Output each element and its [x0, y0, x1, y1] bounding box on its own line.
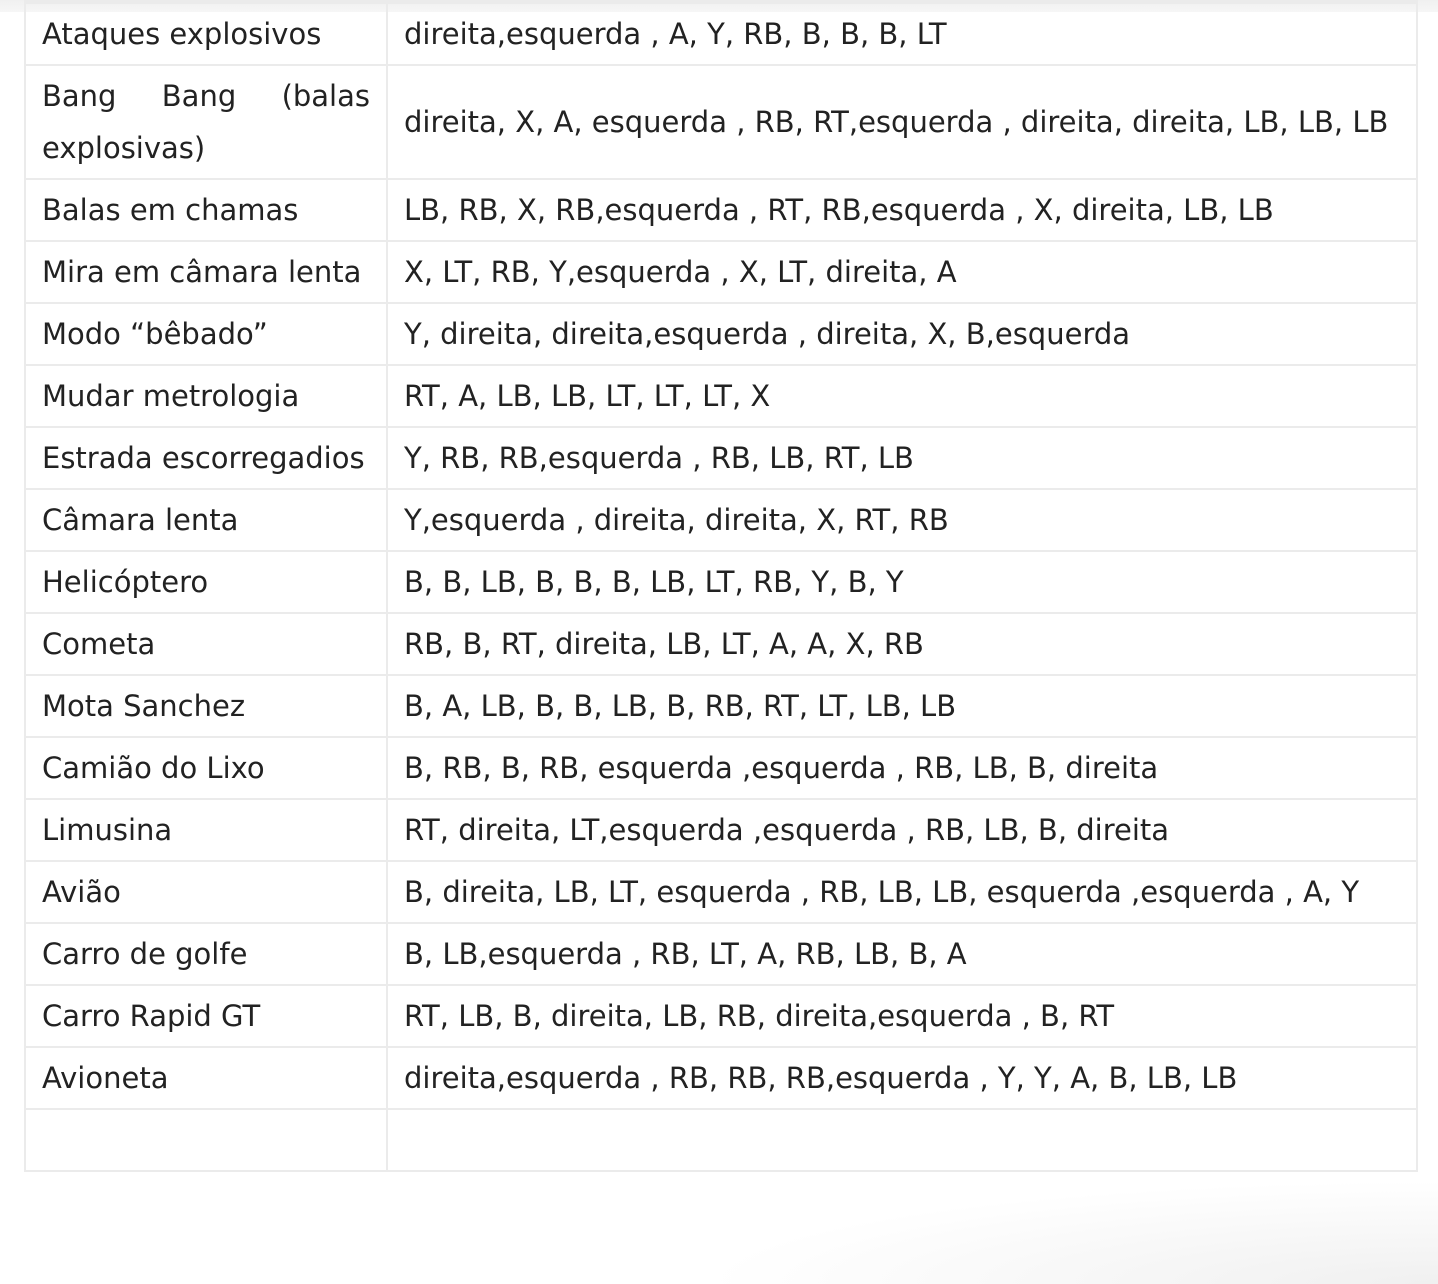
cheat-name-cell: Ataques explosivos: [25, 3, 387, 65]
table-row: [25, 923, 1417, 985]
cheat-code-cell: B, direita, LB, LT, esquerda , RB, LB, LB, esquerda ,esquerda , A, Y: [387, 861, 1417, 923]
table-row: [25, 799, 1417, 861]
table-row: [25, 489, 1417, 551]
cheat-code-cell: direita,esquerda , A, Y, RB, B, B, B, LT: [387, 3, 1417, 65]
cheat-name-cell: Avioneta: [25, 1047, 387, 1109]
page-shadow: [700, 1180, 1438, 1284]
cheat-name-cell: Helicóptero: [25, 551, 387, 613]
table-row: [25, 365, 1417, 427]
cheat-codes-table: [24, 0, 1418, 1172]
table-row: [25, 1047, 1417, 1109]
cheat-code-cell: RT, direita, LT,esquerda ,esquerda , RB, LB, B, direita: [387, 799, 1417, 861]
cheat-code-cell: direita, X, A, esquerda , RB, RT,esquerda , direita, direita, LB, LB, LB: [387, 65, 1417, 179]
table-row: [25, 427, 1417, 489]
cheat-name-cell: Câmara lenta: [25, 489, 387, 551]
cheat-name-cell: Mudar metrologia: [25, 365, 387, 427]
cheat-code-cell: RT, LB, B, direita, LB, RB, direita,esquerda , B, RT: [387, 985, 1417, 1047]
table-row: [25, 179, 1417, 241]
cheat-code-cell: B, A, LB, B, B, LB, B, RB, RT, LT, LB, LB: [387, 675, 1417, 737]
table-row-partial: [25, 1109, 1417, 1171]
cheat-codes-table-container: [24, 0, 1416, 1172]
cheat-code-cell: Y, direita, direita,esquerda , direita, X, B,esquerda: [387, 303, 1417, 365]
cheat-name-cell: Cometa: [25, 613, 387, 675]
cheat-code-cell: Y, RB, RB,esquerda , RB, LB, RT, LB: [387, 427, 1417, 489]
table-row: [25, 675, 1417, 737]
cheat-name-cell: Mira em câmara lenta: [25, 241, 387, 303]
cheat-code-cell: X, LT, RB, Y,esquerda , X, LT, direita, A: [387, 241, 1417, 303]
cheat-name-cell: Estrada escorregadios: [25, 427, 387, 489]
cheat-code-cell: B, B, LB, B, B, B, LB, LT, RB, Y, B, Y: [387, 551, 1417, 613]
cheat-name-cell: Balas em chamas: [25, 179, 387, 241]
table-row: [25, 241, 1417, 303]
cheat-name-cell: Mota Sanchez: [25, 675, 387, 737]
table-row: [25, 613, 1417, 675]
cheat-code-cell: B, RB, B, RB, esquerda ,esquerda , RB, LB, B, direita: [387, 737, 1417, 799]
table-row: [25, 551, 1417, 613]
cheat-name-cell: Limusina: [25, 799, 387, 861]
table-row: [25, 65, 1417, 179]
cheat-code-cell: B, LB,esquerda , RB, LT, A, RB, LB, B, A: [387, 923, 1417, 985]
cheat-code-cell: Y,esquerda , direita, direita, X, RT, RB: [387, 489, 1417, 551]
cheat-name-cell: Modo “bêbado”: [25, 303, 387, 365]
cheat-name-cell: Avião: [25, 861, 387, 923]
table-row: [25, 861, 1417, 923]
cheat-code-cell: RT, A, LB, LB, LT, LT, LT, X: [387, 365, 1417, 427]
cheat-name-cell: Bang Bang (balas explosivas): [25, 65, 387, 179]
cheat-name-cell: Carro de golfe: [25, 923, 387, 985]
cheat-name-cell: Carro Rapid GT: [25, 985, 387, 1047]
cheat-code-cell: RB, B, RT, direita, LB, LT, A, A, X, RB: [387, 613, 1417, 675]
cheat-name-cell: Camião do Lixo: [25, 737, 387, 799]
cheat-code-cell: LB, RB, X, RB,esquerda , RT, RB,esquerda , X, direita, LB, LB: [387, 179, 1417, 241]
table-row: [25, 985, 1417, 1047]
table-row: [25, 737, 1417, 799]
cheat-code-cell: direita,esquerda , RB, RB, RB,esquerda , Y, Y, A, B, LB, LB: [387, 1047, 1417, 1109]
table-row: [25, 303, 1417, 365]
table-row: [25, 3, 1417, 65]
